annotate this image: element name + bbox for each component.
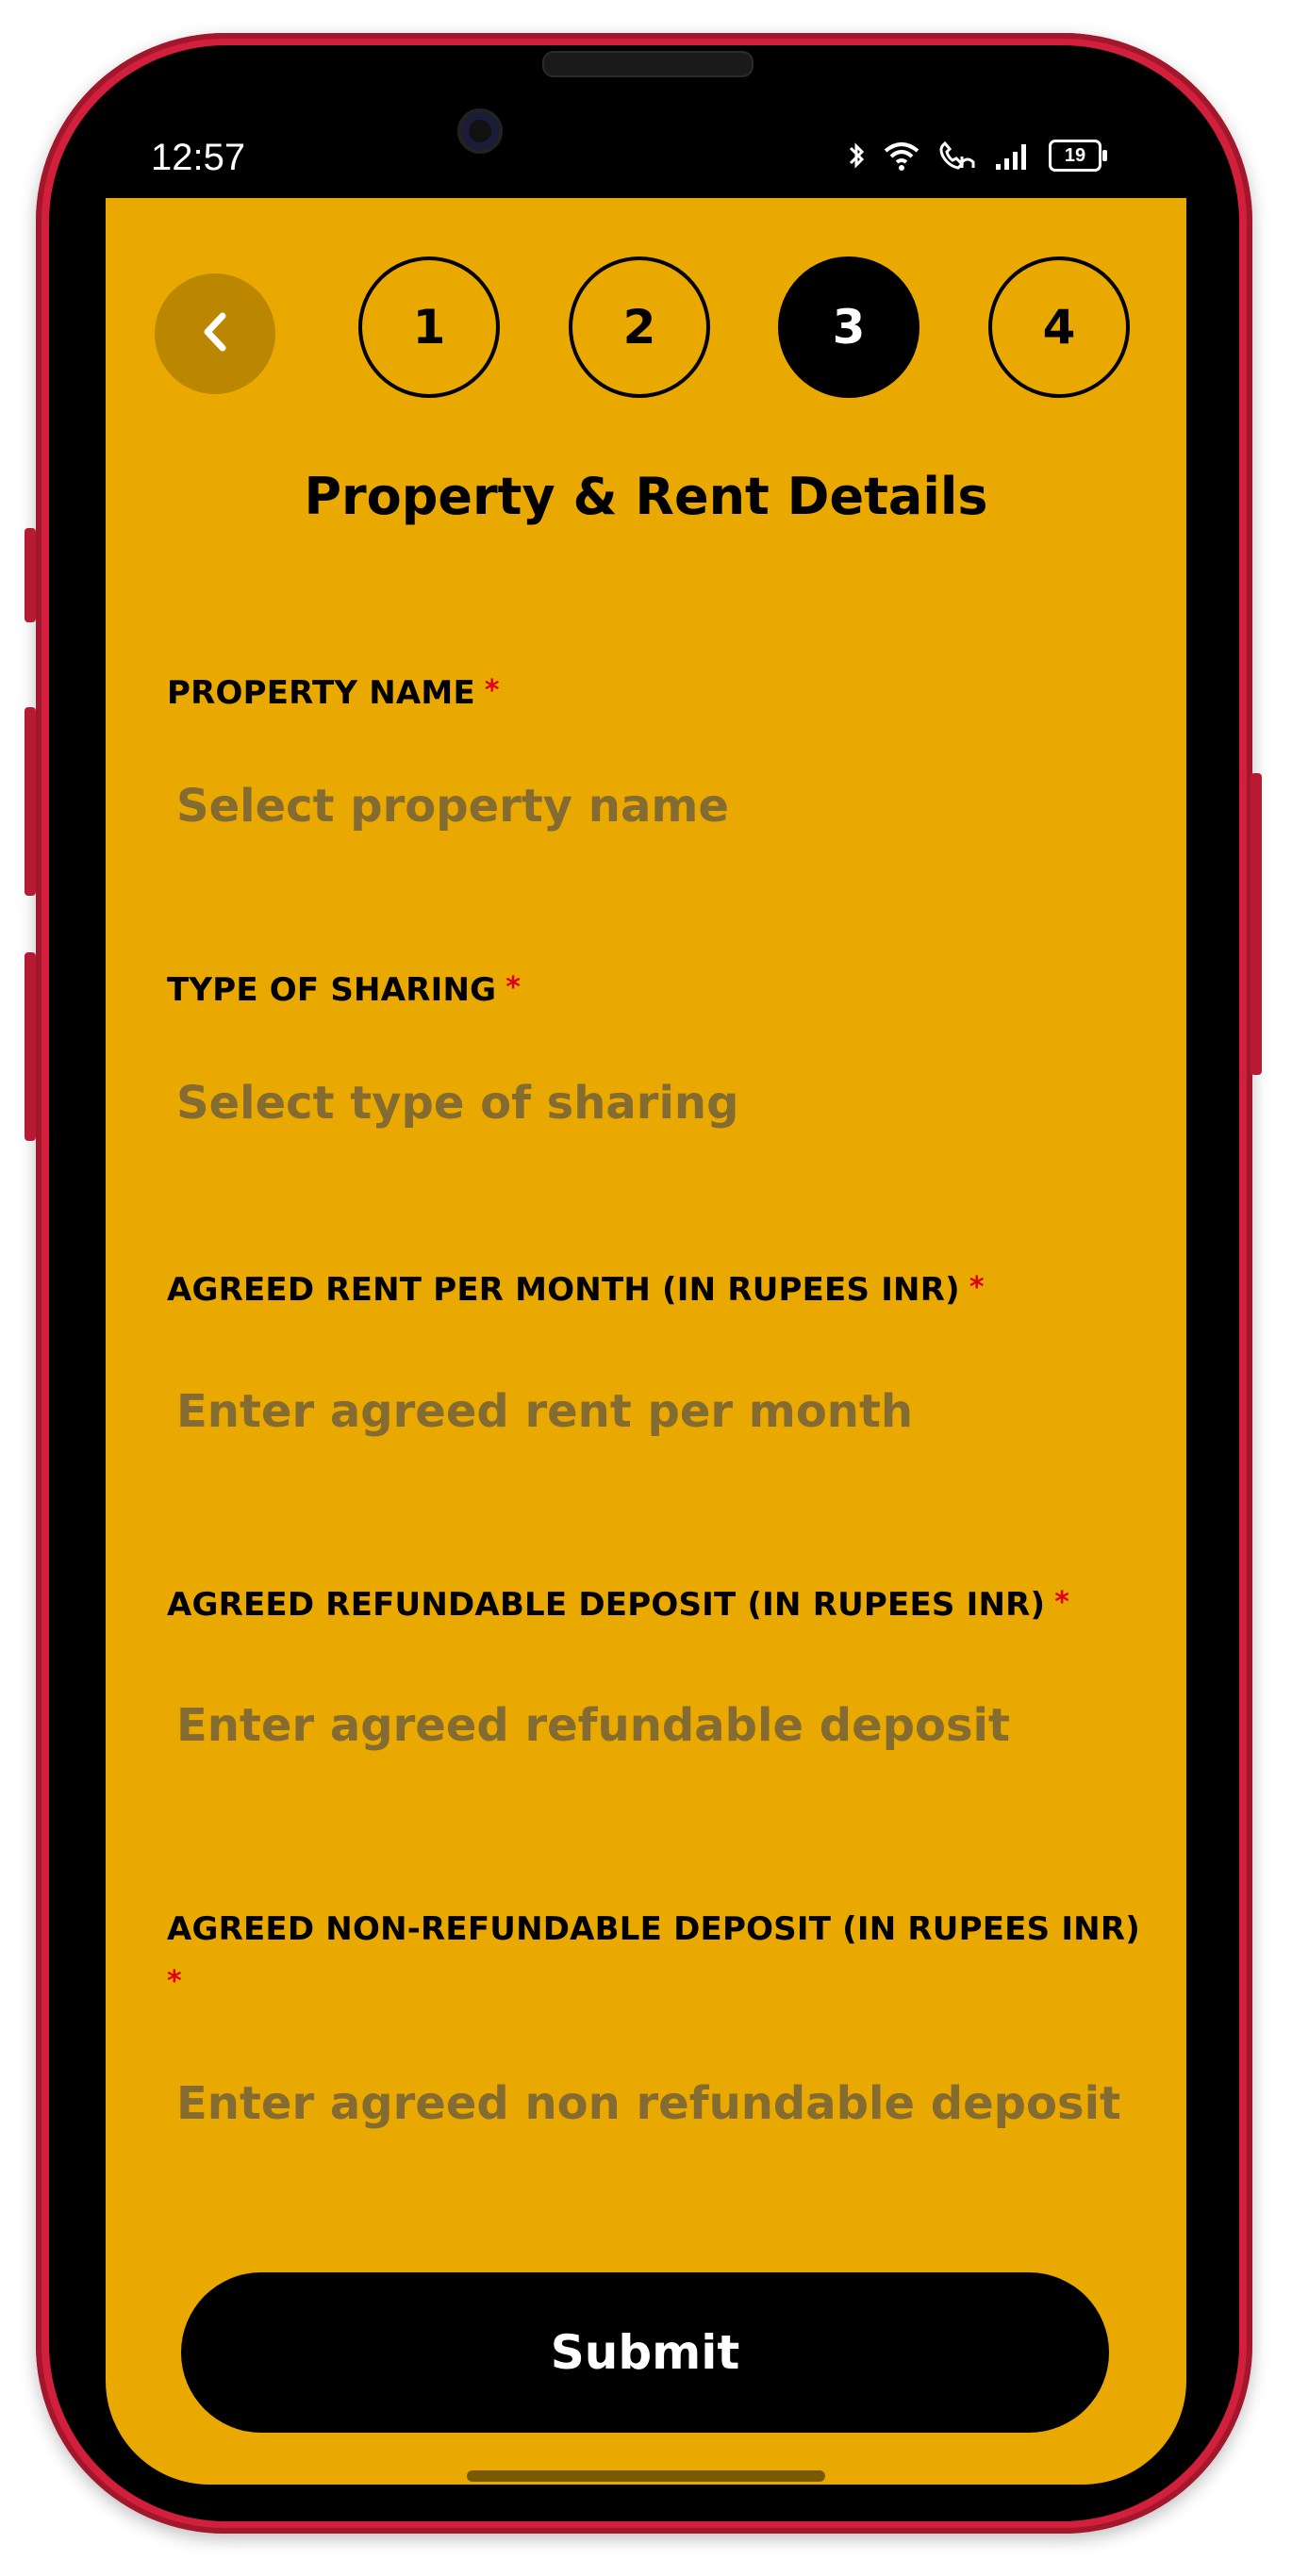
rent-per-month-input[interactable]	[176, 1360, 1119, 1463]
required-mark: *	[484, 674, 500, 707]
bluetooth-icon	[849, 140, 866, 172]
required-mark: *	[167, 1965, 182, 1998]
required-mark: *	[1054, 1586, 1070, 1619]
step-1[interactable]: 1	[358, 256, 500, 398]
non-refundable-deposit-label	[167, 1903, 1148, 2008]
step-3-active[interactable]: 3	[778, 256, 919, 398]
refundable-deposit-input[interactable]	[176, 1674, 1119, 1777]
chevron-left-icon	[196, 308, 234, 359]
sharing-type-select[interactable]	[176, 1051, 1119, 1155]
back-button[interactable]	[155, 273, 275, 394]
status-icons	[849, 132, 1102, 179]
battery-icon: 19	[1049, 140, 1102, 172]
refundable-deposit-label	[167, 1586, 1069, 1624]
mute-switch	[25, 528, 36, 622]
app-screen	[106, 198, 1186, 2485]
front-camera	[457, 108, 503, 154]
power-button	[1251, 773, 1262, 1075]
property-name-select[interactable]	[176, 754, 1119, 858]
required-mark: *	[505, 971, 522, 1004]
volume-up-button	[25, 707, 36, 896]
sharing-type-label	[167, 971, 521, 1009]
submit-button[interactable]: Submit	[181, 2272, 1109, 2433]
home-indicator[interactable]	[467, 2470, 825, 2482]
page-title: Property & Rent Details	[304, 467, 988, 526]
step-2[interactable]: 2	[569, 256, 710, 398]
required-mark: *	[969, 1271, 985, 1304]
non-refundable-deposit-input[interactable]	[176, 2052, 1119, 2155]
signal-icon	[994, 140, 1032, 172]
step-4[interactable]: 4	[988, 256, 1130, 398]
field-label-text: AGREED REFUNDABLE DEPOSIT (IN RUPEES INR)	[167, 1586, 1046, 1624]
field-label-text: TYPE OF SHARING	[167, 971, 497, 1009]
status-time: 12:57	[151, 137, 246, 178]
field-label-text: AGREED RENT PER MONTH (IN RUPEES INR)	[167, 1271, 960, 1309]
property-name-label	[167, 674, 500, 712]
wifi-calling-icon	[937, 140, 977, 172]
field-label-text: PROPERTY NAME	[167, 674, 475, 712]
earpiece-speaker	[542, 51, 754, 77]
wifi-icon	[883, 140, 920, 172]
rent-per-month-label	[167, 1271, 985, 1309]
field-label-text: AGREED NON-REFUNDABLE DEPOSIT (IN RUPEES INR)	[167, 1910, 1140, 1948]
volume-down-button	[25, 952, 36, 1141]
